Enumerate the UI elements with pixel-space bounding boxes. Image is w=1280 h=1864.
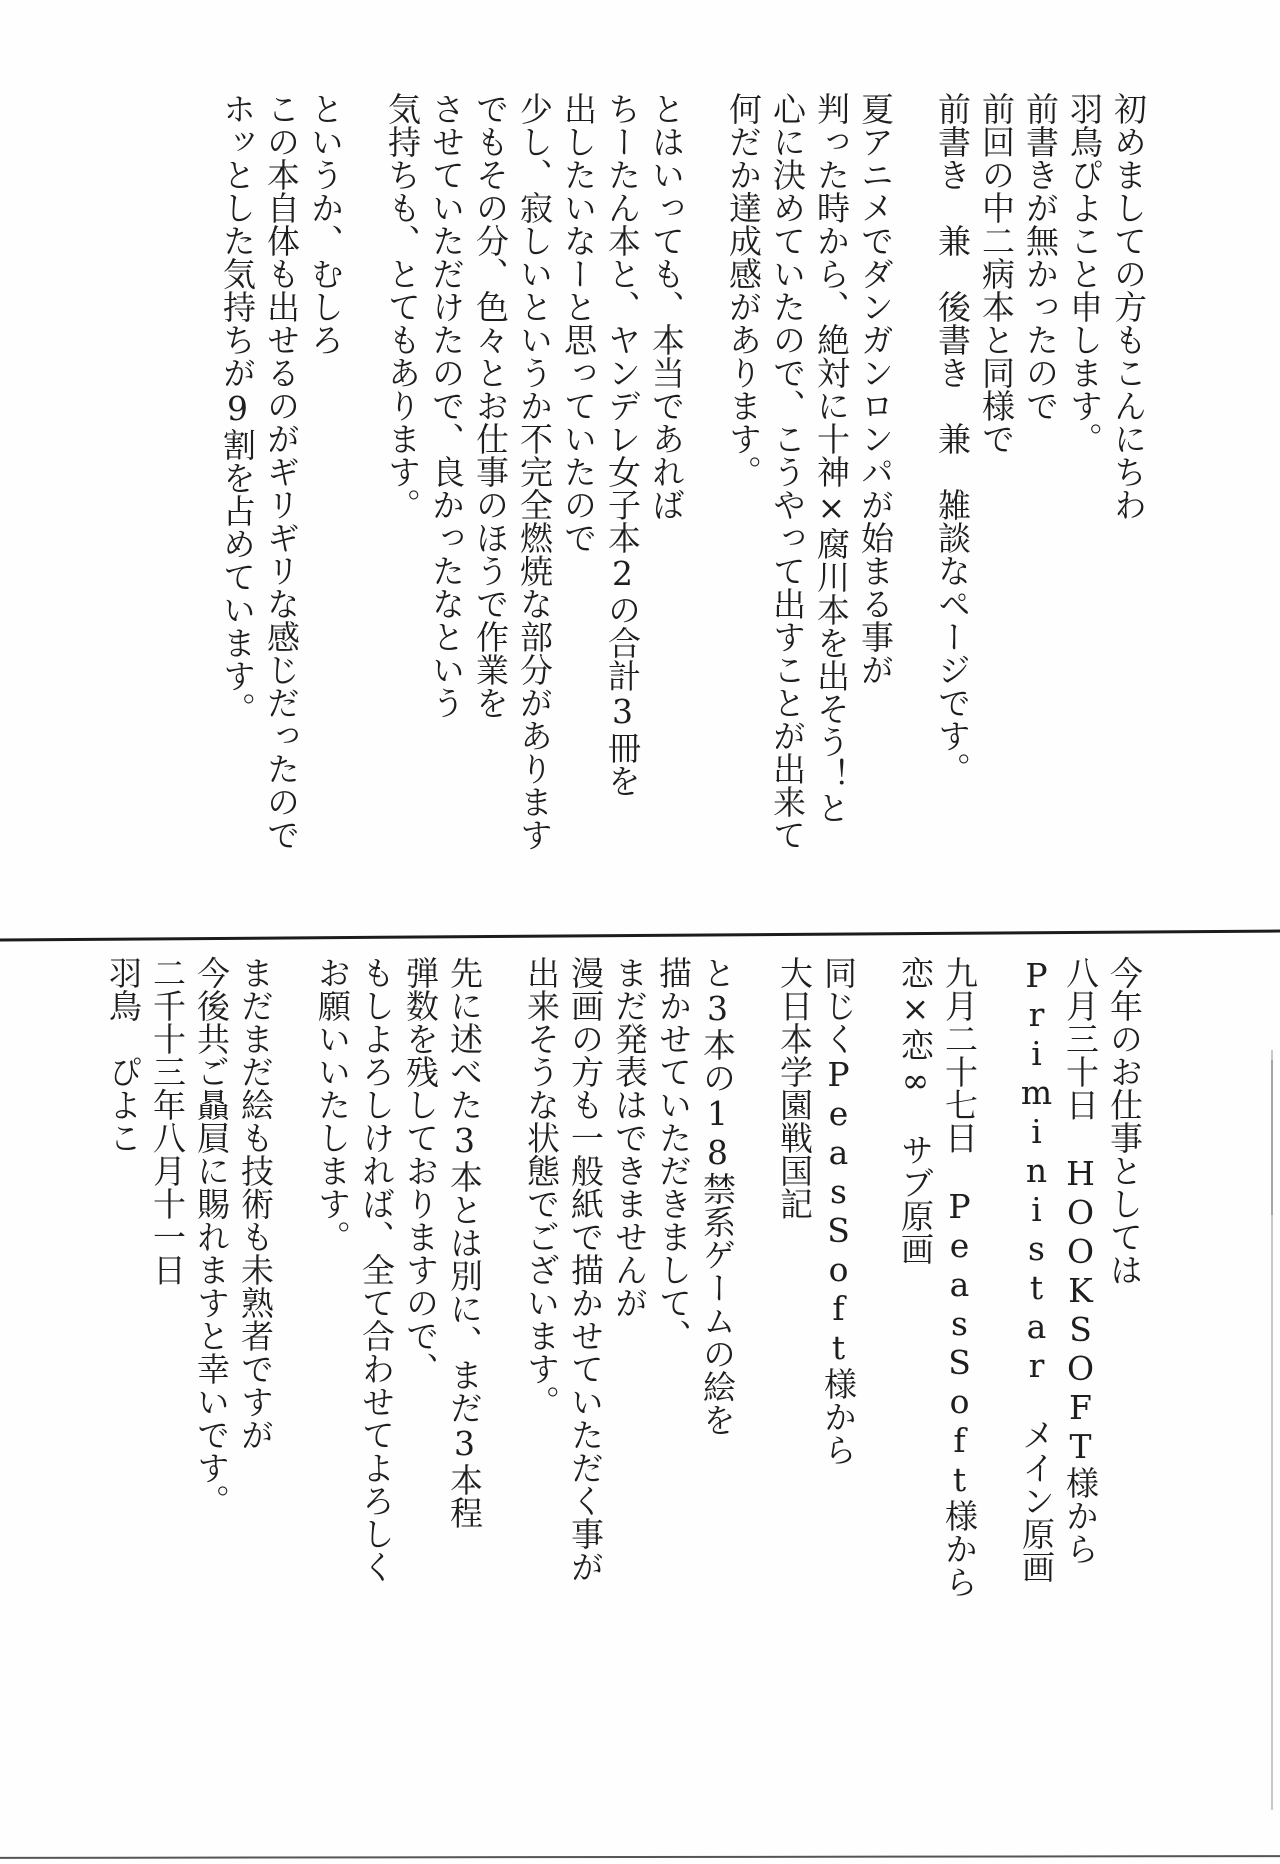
text-line: 八月三十日 HOOKSOFT様から: [1061, 956, 1100, 1565]
text-line: まだまだ絵も技術も未熟者ですが: [236, 956, 275, 1451]
text-line: 今後共ご贔屓に賜れますと幸いです。: [192, 956, 231, 1517]
date-line: 二千十三年八月十一日: [148, 956, 187, 1286]
text-line: というか、むしろ: [306, 92, 345, 356]
paragraph: [893, 956, 981, 1716]
text-line: 今年のお仕事としては: [1105, 956, 1144, 1286]
paragraph: [215, 92, 347, 937]
afterword-work-section: [101, 956, 1146, 1716]
text-line: 羽鳥ぴよこと申します。: [1065, 92, 1104, 455]
paragraph: [772, 956, 860, 1716]
text-line: と3本の18禁系ゲームの絵を: [698, 956, 737, 1436]
text-line: 出来そうな状態でございます。: [522, 956, 561, 1418]
text-line: ちーたん本と、ヤンデレ女子本2の合計3冊を: [603, 92, 642, 797]
text-line: 前書き 兼 後書き 兼 雑談なページです。: [933, 92, 972, 785]
text-line: この本自体も出せるのがギリギリな感じだったので: [262, 92, 301, 851]
text-line: 夏アニメでダンガンロンパが始まる事が: [856, 92, 895, 686]
text-line: でもその分、色々とお仕事のほうで作業を: [471, 92, 510, 719]
text-line: ホッとした気持ちが9割を占めています。: [218, 92, 257, 725]
afterword-intro-section: [215, 92, 1150, 937]
paragraph: [310, 956, 486, 1716]
signature: 羽鳥 ぴよこ: [104, 956, 143, 1154]
text-line: 弾数を残しておりますので、: [401, 956, 440, 1385]
text-line: まだ発表はできませんが: [610, 956, 649, 1319]
paragraph: [930, 92, 1150, 937]
paragraph: [380, 92, 688, 937]
text-line: お願いいたします。: [313, 956, 352, 1253]
text-line: 何だか達成感があります。: [724, 92, 763, 488]
text-line: 同じくPeasSoft様から: [819, 956, 858, 1466]
paragraph: [189, 956, 277, 1716]
date-signature-block: [101, 956, 189, 1716]
text-line: Priministar メイン原画: [1017, 956, 1056, 1583]
text-line: 恋×恋∞ サブ原画: [896, 956, 935, 1265]
text-line: 前回の中二病本と同様で: [977, 92, 1016, 455]
paragraph: [1014, 956, 1146, 1716]
text-line: 判った時から、絶対に十神×腐川本を出そう！と: [812, 92, 851, 824]
text-line: させていただけたので、良かったなという: [427, 92, 466, 719]
paragraph: [721, 92, 897, 937]
text-line: 少し、寂しいというか不完全燃焼な部分があります: [515, 92, 554, 851]
text-line: もしよろしければ、全て合わせてよろしく: [357, 956, 396, 1583]
text-line: 大日本学園戦国記: [775, 956, 814, 1220]
text-line: 初めましての方もこんにちわ: [1109, 92, 1148, 521]
text-line: とはいっても、本当であれば: [647, 92, 686, 521]
text-line: 気持ちも、とてもあります。: [383, 92, 422, 521]
paragraph: [519, 956, 739, 1716]
text-line: 漫画の方も一般紙で描かせていただく事が: [566, 956, 605, 1583]
scan-edge-artifact-right-dark: [1271, 1060, 1273, 1215]
text-line: 出したいなーと思っていたので: [559, 92, 598, 554]
scan-edge-artifact-bottom: [0, 1855, 1280, 1859]
text-line: 九月二十七日 PeasSoft様から: [940, 956, 979, 1598]
text-line: 描かせていただきまして、: [654, 956, 693, 1352]
text-line: 心に決めていたので、こうやって出すことが出来て: [768, 92, 807, 851]
text-line: 前書きが無かったので: [1021, 92, 1060, 422]
text-line: 先に述べた3本とは別に、まだ3本程: [445, 956, 484, 1529]
